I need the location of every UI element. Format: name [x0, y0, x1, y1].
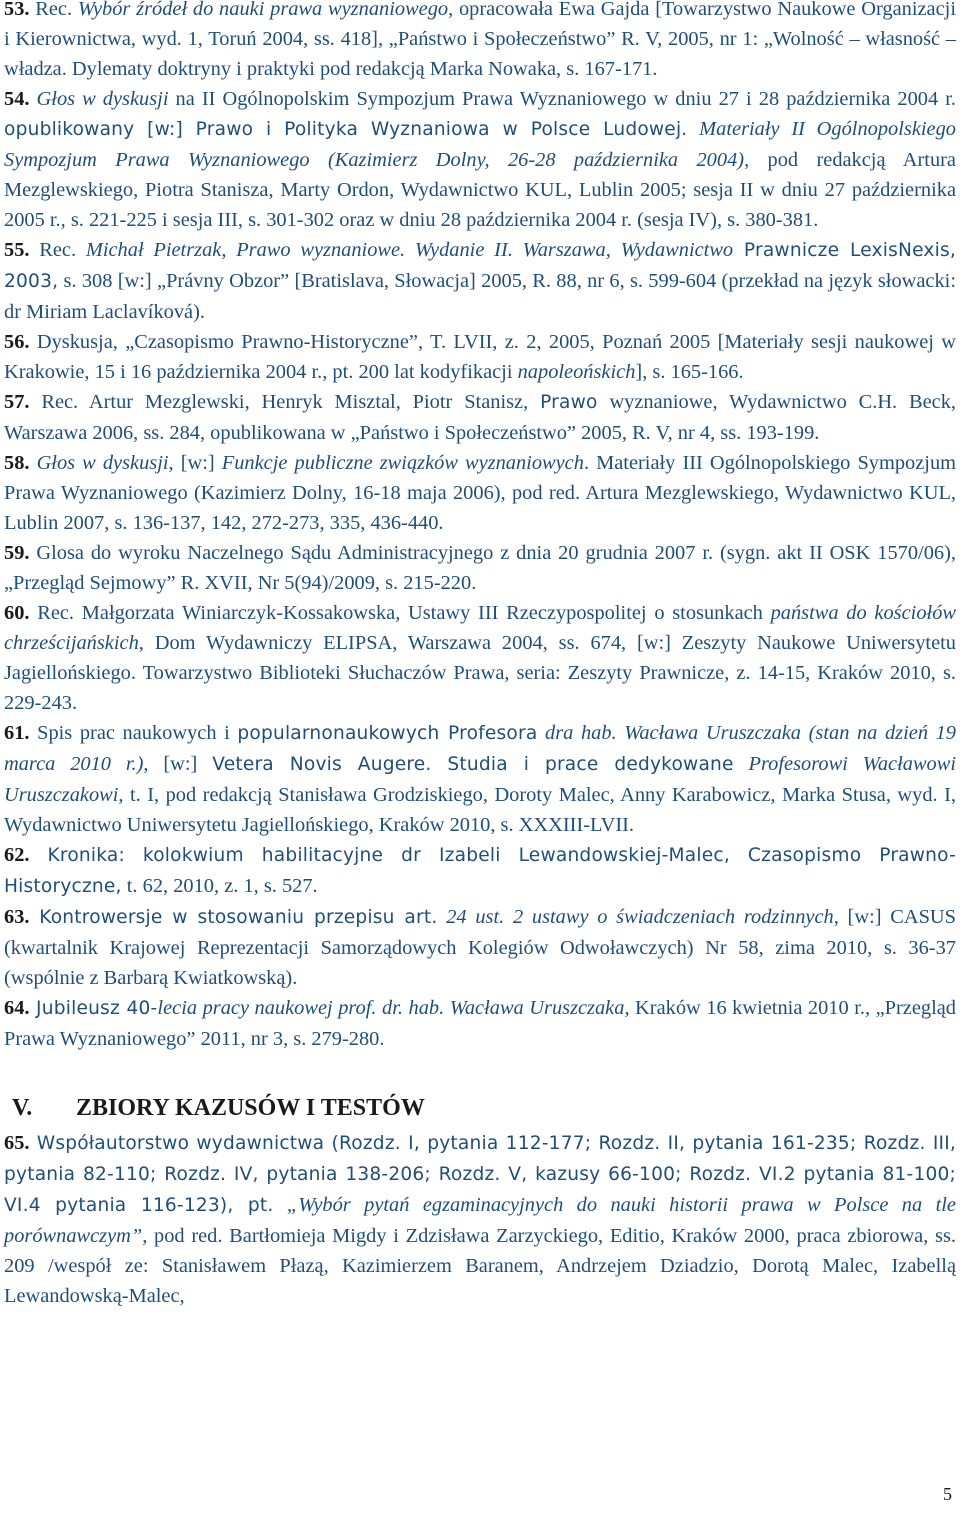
entry-text: , [w:] CASUS (kwartalnik Krajowej Reprezentacji Samorządowych Kolegiów Odwoławczych) Nr 58, zima 2010, s. 36-37 (wspólnie z Barbarą Kwiatkowską). [4, 906, 956, 989]
entry-text: Prawo [540, 392, 598, 413]
bibliography-entry [4, 598, 956, 718]
entry-number: 65. [4, 1132, 30, 1154]
entry-text: t. 62, 2010, z. 1, s. 527. [121, 875, 318, 897]
entries-list-bottom [4, 1128, 956, 1311]
entry-number: 57. [4, 391, 30, 413]
entry-text: Rec. Małgorzata Winiarczyk-Kossakowska, Ustawy III Rzeczypospolitej o stosunkach [29, 602, 771, 624]
entry-text: Michał Pietrzak, Prawo wyznaniowe. Wydanie II. Warszawa, Wydawnictwo [85, 239, 734, 261]
entry-text: popularnonaukowych Profesora [237, 723, 538, 744]
entry-text: Rec. Artur Mezglewski, Henryk Misztal, Piotr Stanisz, [29, 391, 541, 413]
bibliography-entry [4, 840, 956, 902]
entry-text: napoleońskich [517, 361, 636, 383]
entry-text: , Kraków 16 kwietnia 2010 r., „Przegląd Prawa Wyznaniowego” 2011, nr 3, s. 279-280. [4, 997, 956, 1050]
entry-text: , Dom Wydawniczy ELIPSA, Warszawa 2004, ss. 674, [w:] Zeszyty Naukowe Uniwersytetu Jagiellońskiego. Towarzystwo Biblioteki Słuchaczów Prawa, seria: Zeszyty Prawnicze, z. 14-15, Kraków 2010, s. 229-243. [4, 632, 956, 714]
entry-number: 61. [4, 722, 30, 744]
entry-text: Funkcje publiczne związków wyznaniowych [221, 452, 584, 474]
entry-text: , [w:] [168, 452, 222, 474]
entry-text: na II Ogólnopolskim Sympozjum Prawa Wyznaniowego w dniu 27 i 28 października 2004 r. [168, 88, 957, 110]
bibliography-entry [4, 538, 956, 598]
entry-text: Vetera Novis Augere. Studia i prace dedykowane [212, 754, 734, 775]
entry-text: państwa do kościołów chrześcijańskich [4, 602, 956, 654]
entry-number: 53. [4, 0, 30, 20]
entry-text: 24 ust. 2 ustawy o świadczeniach rodzinnych [437, 906, 834, 928]
bibliography-entry [4, 327, 956, 387]
section-heading [4, 1092, 956, 1124]
page-number: 5 [943, 1484, 952, 1504]
section-number: V. [12, 1095, 33, 1121]
entry-text: ], s. 165-166. [635, 361, 744, 383]
entry-text: wyznaniowe, Wydawnictwo C.H. Beck, Warszawa 2006, ss. 284, opublikowana w „Państwo i Społeczeństwo” 2005, R. V, nr 4, ss. 193-199. [4, 391, 956, 444]
entry-text: Jubileusz 40- [29, 998, 158, 1019]
entry-number: 59. [4, 542, 30, 564]
entry-number: 63. [4, 906, 30, 928]
section-title: ZBIORY KAZUSÓW I TESTÓW [76, 1095, 425, 1121]
entry-text: . Materiały III Ogólnopolskiego Sympozjum Prawa Wyznaniowego (Kazimierz Dolny, 16-18 maja 2006), pod red. Artura Mezglewskiego, Wydawnictwo KUL, Lublin 2007, s. 136-137, 142, 272-273, 335, 436-440. [4, 452, 956, 534]
entry-text: , pod red. Bartłomieja Migdy i Zdzisława Zarzyckiego, Editio, Kraków 2000, praca zbiorowa, ss. 209 /wespół ze: Stanisławem Płazą, Kazimierzem Baranem, Andrzejem Dziadzio, Dorotą Malec, Izabellą Lewandowską-Malec, [4, 1225, 956, 1307]
entry-number: 54. [4, 88, 30, 110]
entries-list-top [4, 0, 956, 1054]
entry-text: Prawnicze LexisNexis, 2003, [4, 240, 956, 292]
bibliography-entry [4, 387, 956, 448]
entry-text: , opracowała Ewa Gajda [Towarzystwo Naukowe Organizacji i Kierownictwa, wyd. 1, Toruń 2004, ss. 418], „Państwo i Społeczeństwo” R. V, 2005, nr 1: „Wolność – własność – władza. Dylematy doktryny i praktyki pod redakcją Marka Nowaka, s. 167-171. [4, 0, 956, 80]
page-content [4, 0, 956, 1311]
bibliography-entry [4, 993, 956, 1054]
bibliography-entry [4, 84, 956, 235]
entry-text: Glosa do wyroku Naczelnego Sądu Administracyjnego z dnia 20 grudnia 2007 r. (sygn. akt II OSK 1570/06), „Przegląd Sejmowy” R. XVII, Nr 5(94)/2009, s. 215-220. [4, 542, 956, 594]
entry-number: 56. [4, 331, 30, 353]
entry-text: , t. I, pod redakcją Stanisława Grodziskiego, Doroty Malec, Anny Karabowicz, Marka Stusa, wyd. I, Wydawnictwo Uniwersytetu Jagiellońskiego, Kraków 2010, s. XXXIII-LVII. [4, 784, 956, 836]
entry-text: dra hab. Wacława Uruszczaka (stan na dzień 19 marca 2010 r.) [4, 722, 956, 775]
entry-text: Kontrowersje w stosowaniu przepisu art. [29, 907, 438, 928]
entry-text: Wybór źródeł do nauki prawa wyznaniowego [77, 0, 449, 20]
entry-text: Spis prac naukowych i [29, 722, 238, 744]
bibliography-entry [4, 448, 956, 538]
entry-text: Współautorstwo wydawnictwa (Rozdz. I, pytania 112-177; Rozdz. II, pytania 161-235; Rozdz. III, pytania 82-110; Rozdz. IV, pytania 138-206; Rozdz. V, kazusy 66-100; Rozdz. VI.2 pytania 81-100; VI.4 pytania 116-123), pt. [4, 1133, 956, 1216]
entry-text: „Wybór pytań egzaminacyjnych do nauki historii prawa w Polsce na tle porównawczym” [4, 1194, 956, 1247]
bibliography-entry [4, 1128, 956, 1311]
entry-text: Materiały II Ogólnopolskiego Sympozjum Prawa Wyznaniowego (Kazimierz Dolny, 26-28 października 2004) [4, 118, 956, 171]
entry-number: 55. [4, 239, 30, 261]
entry-number: 62. [4, 844, 30, 866]
bibliography-entry [4, 235, 956, 327]
entry-number: 60. [4, 602, 30, 624]
bibliography-entry [4, 902, 956, 993]
entry-number: 64. [4, 997, 30, 1019]
entry-text: Profesorowi Wacławowi Uruszczakowi [4, 753, 957, 806]
entry-text: Dyskusja, „Czasopismo Prawno-Historyczne”, T. LVII, z. 2, 2005, Poznań 2005 [Materiały sesji naukowej w Krakowie, 15 i 16 października 2004 r., pt. 200 lat kodyfikacji [4, 331, 956, 383]
entry-text: , [w:] [143, 753, 213, 775]
entry-text: s. 308 [w:] „Právny Obzor” [Bratislava, Słowacja] 2005, R. 88, nr 6, s. 599-604 (przekład na język słowacki: dr Miriam Laclavíková). [4, 270, 956, 323]
entry-text: Rec. [29, 0, 78, 20]
entry-number: 58. [4, 452, 30, 474]
entry-text: , pod redakcją Artura Mezglewskiego, Piotra Stanisza, Marty Ordon, Wydawnictwo KUL, Lublin 2005; sesja II w dniu 27 października 2005 r., s. 221-225 i sesja III, s. 301-302 oraz w dniu 28 października 2004 r. (sesja IV), s. 380-381. [4, 149, 956, 231]
entry-text: lecia pracy naukowej prof. dr. hab. Wacława Uruszczaka [157, 997, 625, 1019]
entry-text: Głos w dyskusji [29, 88, 169, 110]
bibliography-entry [4, 0, 956, 84]
bibliography-entry [4, 718, 956, 840]
entry-text: opublikowany [w:] Prawo i Polityka Wyznaniowa w Polsce Ludowej. [4, 119, 688, 140]
entry-text: Rec. [29, 239, 86, 261]
entry-text: Głos w dyskusji [29, 452, 169, 474]
entry-text: Kronika: kolokwium habilitacyjne dr Izabeli Lewandowskiej-Malec, Czasopismo Prawno-Historyczne, [4, 845, 956, 897]
